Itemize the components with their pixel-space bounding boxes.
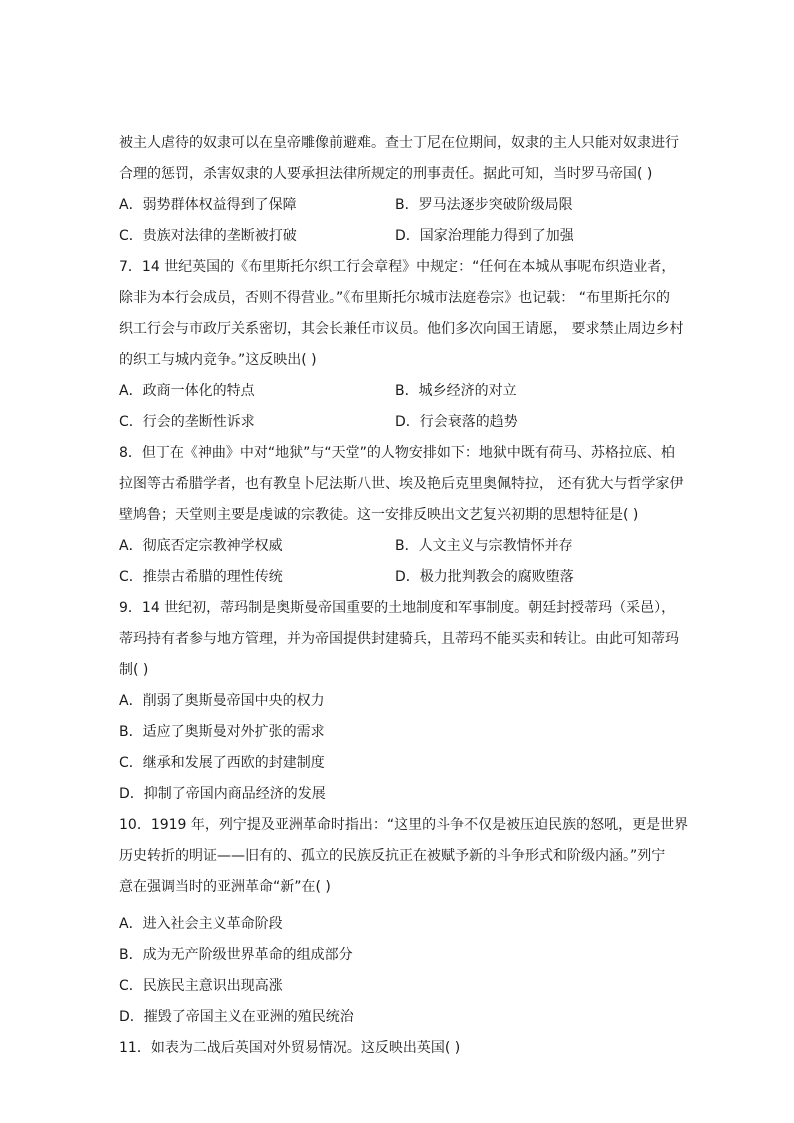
option-d[interactable]: D．行会衰落的趋势 [395,414,518,430]
stem-line: 11．如表为二战后英国对外贸易情况。这反映出英国( ) [119,1040,461,1056]
stem-line: 8．但丁在《神曲》中对“地狱”与“天堂”的人物安排如下：地狱中既有荷马、苏格拉底、柏 [119,445,675,461]
stem-line: 意在强调当时的亚洲革命“新”在( ) [119,879,331,895]
option-a[interactable]: A．削弱了奥斯曼帝国中央的权力 [119,693,325,709]
option-d[interactable]: D．极力批判教会的腐败堕落 [395,569,574,585]
options-row [119,376,679,407]
option-d[interactable]: D．抑制了帝国内商品经济的发展 [119,786,326,802]
stem-line: 10．1919 年，列宁提及亚洲革命时指出：“这里的斗争不仅是被压迫民族的怒吼，更是世界 [119,817,689,833]
question-10 [119,810,689,1033]
option-c[interactable]: C．民族民主意识出现高涨 [119,978,283,994]
option-a[interactable]: A．彻底否定宗教神学权威 [119,538,283,554]
question-10-stem [119,810,689,903]
option-c[interactable]: C．继承和发展了西欧的封建制度 [119,755,325,771]
option-c[interactable]: C．贵族对法律的垄断被打破 [119,228,297,244]
option-a[interactable]: A．政商一体化的特点 [119,383,255,399]
question-9 [119,593,679,810]
option-a[interactable]: A．进入社会主义革命阶段 [119,916,283,932]
question-8-stem [119,438,684,531]
option-b[interactable]: B．成为无产阶级世界革命的组成部分 [119,947,353,963]
stem-line: 蒂玛持有者参与地方管理，并为帝国提供封建骑兵，且蒂玛不能买卖和转让。由此可知蒂玛 [119,631,679,647]
option-b[interactable]: B．适应了奥斯曼对外扩张的需求 [119,724,325,740]
option-c[interactable]: C．推崇古希腊的理性传统 [119,569,283,585]
options-row [119,407,679,438]
option-c[interactable]: C．行会的垄断性诉求 [119,414,255,430]
stem-line: 制( ) [119,662,149,678]
question-8 [119,438,684,593]
option-d[interactable]: D．摧毁了帝国主义在亚洲的殖民统治 [119,1009,354,1025]
option-a[interactable]: A．弱势群体权益得到了保障 [119,197,297,213]
option-d[interactable]: D．国家治理能力得到了加强 [395,228,574,244]
stem-line: 除非为本行会成员，否则不得营业。”《布里斯托尔城市法庭卷宗》也记载： “布里斯托尔的 [119,290,670,306]
question-11-stem [119,1033,679,1064]
options-row [119,531,679,562]
stem-line: 被主人虐待的奴隶可以在皇帝雕像前避难。查士丁尼在位期间，奴隶的主人只能对奴隶进行 [119,135,679,151]
stem-line: 合理的惩罚，杀害奴隶的人要承担法律所规定的刑事责任。据此可知，当时罗马帝国( ) [119,166,653,182]
options-row [119,190,679,221]
stem-line: 9．14 世纪初，蒂玛制是奥斯曼帝国重要的土地制度和军事制度。朝廷封授蒂玛（采邑）， [119,600,676,616]
stem-line: 历史转折的明证——旧有的、孤立的民族反抗正在被赋予新的斗争形式和阶级内涵。”列宁 [119,848,666,864]
option-b[interactable]: B．人文主义与宗教情怀并存 [395,538,573,554]
options-row [119,562,679,593]
question-6 [119,128,679,252]
stem-line: 拉图等古希腊学者，也有教皇卜尼法斯八世、埃及艳后克里奥佩特拉， 还有犹大与哲学家伊 [119,476,684,492]
stem-line: 7．14 世纪英国的《布里斯托尔织工行会章程》中规定：“任何在本城从事呢布织造业者， [119,259,676,275]
option-b[interactable]: B．罗马法逐步突破阶级局限 [395,197,573,213]
question-7-stem [119,252,684,376]
question-6-stem [119,128,679,190]
stem-line: 织工行会与市政厅关系密切，其会长兼任市议员。他们多次向国王请愿， 要求禁止周边乡村 [119,321,684,337]
options-row [119,221,679,252]
exam-content [119,128,689,1064]
question-9-stem [119,593,679,686]
option-b[interactable]: B．城乡经济的对立 [395,383,517,399]
stem-line: 壁鸠鲁；天堂则主要是虔诚的宗教徒。这一安排反映出文艺复兴初期的思想特征是( ) [119,507,639,523]
question-11 [119,1033,679,1064]
stem-line: 的织工与城内竞争。”这反映出( ) [119,352,317,368]
question-7 [119,252,684,438]
